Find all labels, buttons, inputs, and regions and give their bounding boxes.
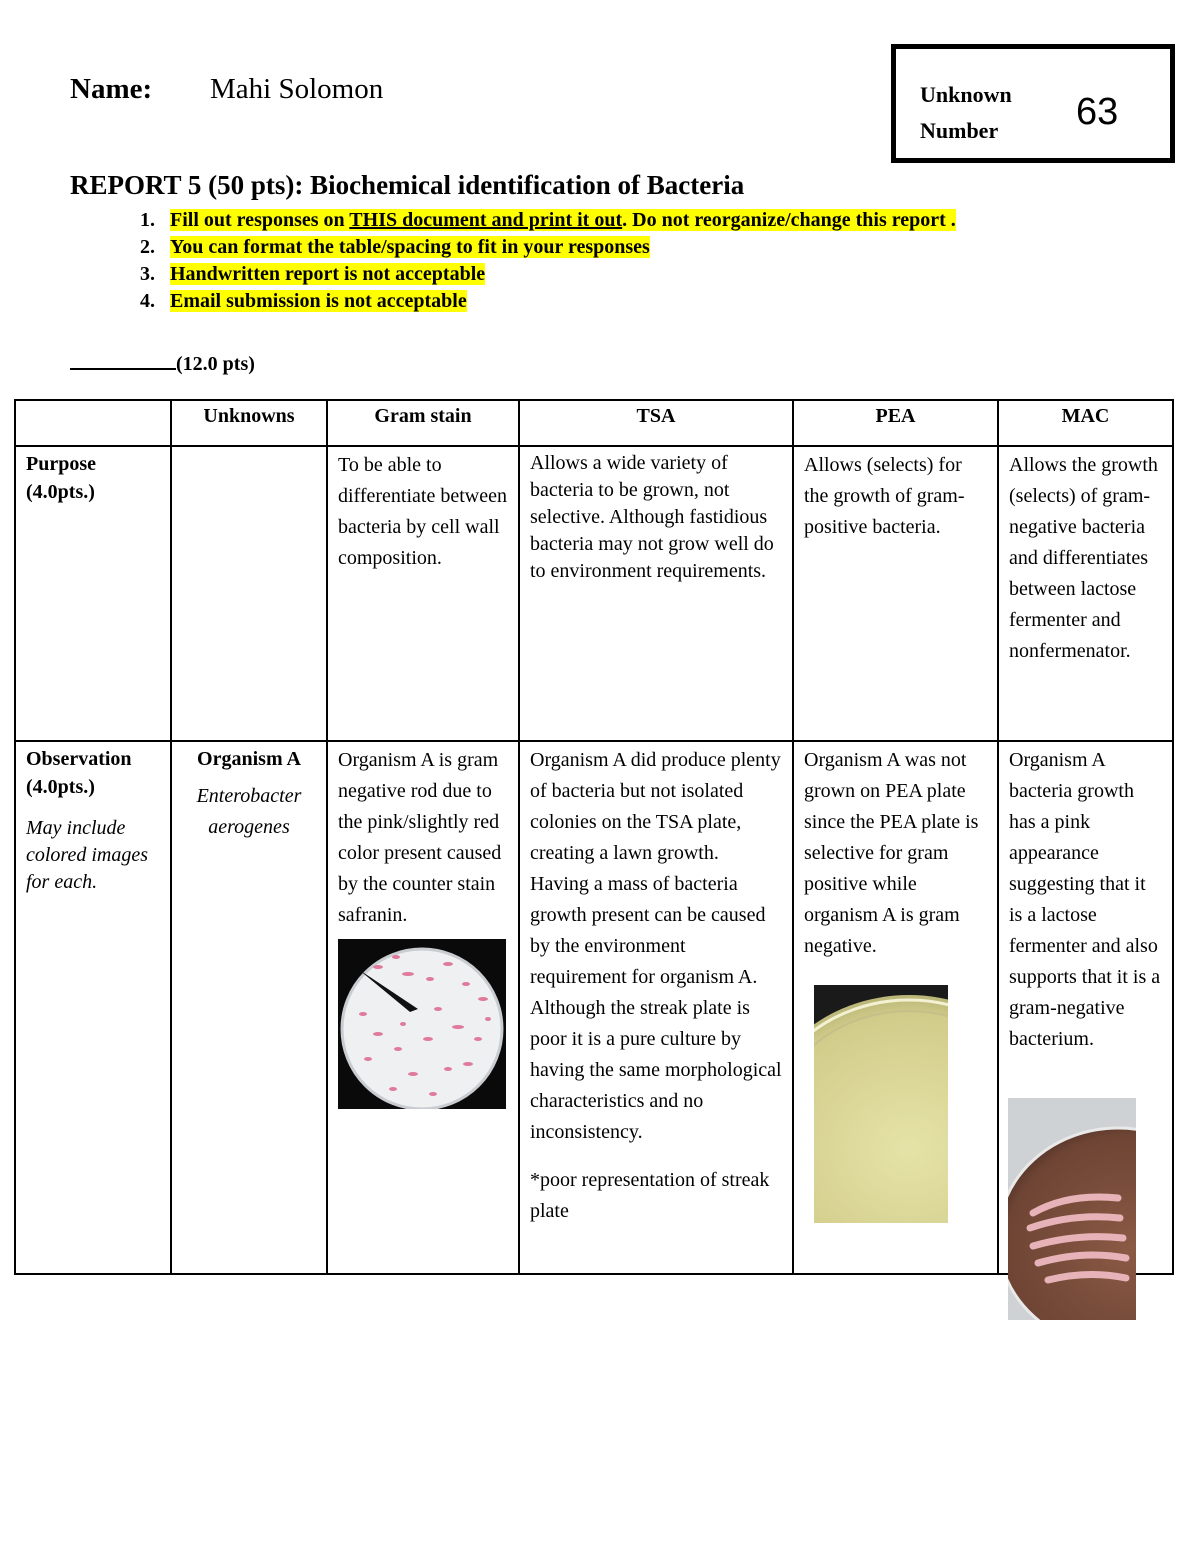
- observation-mac-text: Organism A bacteria growth has a pink appearance suggesting that it is a lactose fermenter and also supports that it is a gram-negative bacterium.: [1009, 749, 1161, 1050]
- instruction-number: 2.: [140, 236, 155, 258]
- pea-plate-image: [814, 985, 948, 1223]
- table-header-row: [15, 400, 1173, 446]
- points-line: [70, 350, 255, 376]
- header-cell: Gram stain: [327, 400, 519, 446]
- purpose-label: Purpose: [26, 453, 96, 475]
- unknown-number-value: 63: [1076, 91, 1119, 133]
- observation-tsa-text: Organism A did produce plenty of bacteria but not isolated colonies on the TSA plate, creating a lawn growth. Having a mass of bacteria growth present can be caused by the environment requirement for organism A. Although the streak plate is poor it is a pure culture by having the same morphological characteristics and no inconsistency.: [530, 749, 782, 1143]
- mac-plate-image: [1008, 1098, 1136, 1320]
- header-cell: PEA: [793, 400, 998, 446]
- instruction-text: Email submission is not acceptable: [170, 290, 467, 312]
- header-cell: MAC: [998, 400, 1173, 446]
- instruction-number: 1.: [140, 209, 155, 231]
- unknown-number-label: [920, 77, 1012, 149]
- instruction-number: 4.: [140, 290, 155, 312]
- observation-label: Observation: [26, 748, 132, 770]
- organism-species: Enterobacter aerogenes: [196, 785, 302, 838]
- observation-tsa-note: *poor representation of streak plate: [530, 1169, 770, 1222]
- purpose-tsa-cell: [519, 446, 793, 741]
- purpose-pea-cell: [793, 446, 998, 741]
- instruction-item: [140, 288, 956, 315]
- instructions-list: [140, 207, 956, 315]
- unknowns-cell: [171, 446, 327, 741]
- purpose-pea-text: Allows (selects) for the growth of gram-positive bacteria.: [804, 454, 965, 538]
- report-table: [14, 399, 1174, 1275]
- report-title: REPORT 5 (50 pts): Biochemical identification of Bacteria: [70, 170, 745, 200]
- unknown-number-box: [891, 44, 1175, 163]
- instruction-text: You can format the table/spacing to fit in your responses: [170, 236, 650, 258]
- row-head-cell: [15, 741, 171, 1274]
- score-blank[interactable]: [70, 350, 176, 370]
- unknown-label-line2: Number: [920, 118, 999, 143]
- instruction-item: [140, 261, 956, 288]
- observation-tsa-cell: [519, 741, 793, 1274]
- purpose-tsa-text: Allows a wide variety of bacteria to be grown, not selective. Although fastidious bacteria may not grow well do to environment requirements.: [530, 452, 774, 582]
- table-row-observation: [15, 741, 1173, 1274]
- observation-points: (4.0pts.): [26, 776, 95, 798]
- name-label: Name:: [70, 73, 153, 105]
- purpose-gram-stain-cell: [327, 446, 519, 741]
- header-cell: Unknowns: [171, 400, 327, 446]
- instruction-number: 3.: [140, 263, 155, 285]
- instruction-item: [140, 234, 956, 261]
- observation-note: May include colored images for each.: [26, 817, 149, 893]
- organism-cell: [171, 741, 327, 1274]
- observation-gram-stain-cell: [327, 741, 519, 1274]
- observation-pea-text: Organism A was not grown on PEA plate since the PEA plate is selective for gram positive while organism A is gram negative.: [804, 749, 979, 957]
- purpose-mac-text: Allows the growth (selects) of gram-negative bacteria and differentiates between lactose fermenter and nonfermenator.: [1009, 454, 1158, 662]
- purpose-points: (4.0pts.): [26, 481, 95, 503]
- instruction-text: Fill out responses on: [170, 209, 350, 231]
- unknown-label-line1: Unknown: [920, 82, 1012, 107]
- row-head-cell: [15, 446, 171, 741]
- instruction-underlined: THIS document and print it out: [349, 209, 623, 231]
- purpose-mac-cell: [998, 446, 1173, 741]
- instruction-item: [140, 207, 956, 234]
- table-row-purpose: [15, 446, 1173, 741]
- points-value: (12.0 pts): [176, 353, 255, 375]
- header-cell: [15, 400, 171, 446]
- purpose-gram-stain-text: To be able to differentiate between bacteria by cell wall composition.: [338, 454, 507, 569]
- student-name: Mahi Solomon: [210, 73, 384, 105]
- instruction-text: Handwritten report is not acceptable: [170, 263, 486, 285]
- observation-pea-cell: [793, 741, 998, 1274]
- observation-gram-stain-text: Organism A is gram negative rod due to the pink/slightly red color present caused by the counter stain safranin.: [338, 749, 502, 926]
- gram-stain-microscope-image: [338, 939, 506, 1109]
- instruction-text: . Do not reorganize/change this report .: [622, 209, 956, 231]
- organism-name: Organism A: [197, 748, 301, 770]
- header-cell: TSA: [519, 400, 793, 446]
